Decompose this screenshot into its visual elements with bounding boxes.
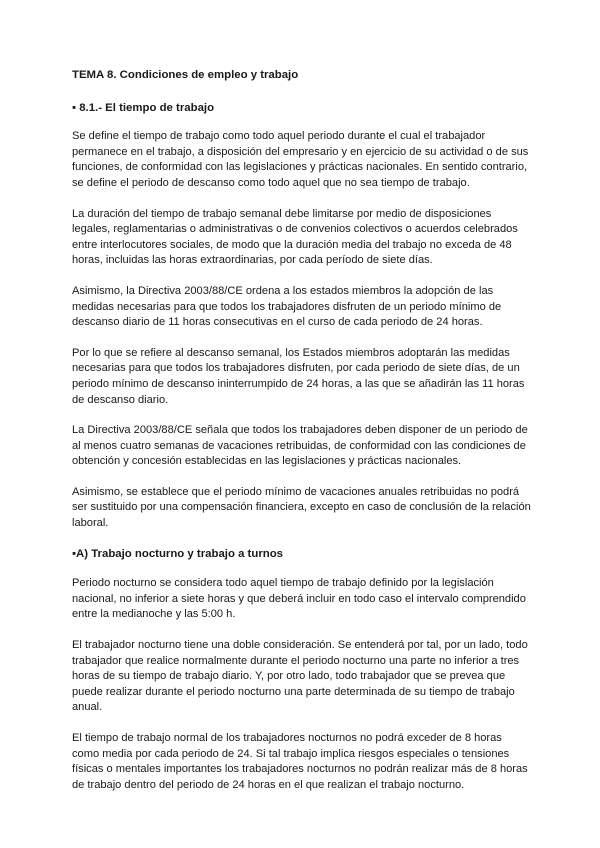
paragraph: Asimismo, la Directiva 2003/88/CE ordena a los estados miembros la adopción de las medidas necesarias para que todos los trabajadores disfruten de un periodo mínimo de descanso diario de 11 horas consecutivas en el curso de cada periodo de 24 horas. [72,284,502,329]
paragraph: El trabajador nocturno tiene una doble consideración. Se entenderá por tal, por un lado, todo trabajador que realice normalmente durante el periodo nocturno una parte no inferior a tres horas de su tiempo de trabajo diario. Y, por otro lado, todo trabajador que se prevea que puede realizar durante el periodo nocturno una parte determinada de su tiempo de trabajo anual. [72,639,528,714]
section-title: 8.1.- El tiempo de trabajo [79,101,215,114]
document-page [72,68,532,808]
paragraph: Asimismo, se establece que el periodo mínimo de vacaciones anuales retribuidas no podrá ser sustituido por una compensación financiera, excepto en caso de conclusión de la relación laboral. [72,485,531,530]
paragraph: Se define el tiempo de trabajo como todo aquel periodo durante el cual el trabajador permanece en el trabajo, a disposición del empresario y en ejercicio de su actividad o de sus funciones, de conformidad con las legislaciones y prácticas nacionales. En sentido contrario, se define el periodo de descanso como todo aquel que no sea tiempo de trabajo. [72,130,529,189]
subsection-heading [72,547,532,563]
paragraph: El tiempo de trabajo normal de los trabajadores nocturnos no podrá exceder de 8 horas como media por cada periodo de 24. Si tal trabajo implica riesgos especiales o tensiones físicas o mentales importantes los trabajadores nocturnos no podrán realizar más de 8 horas de trabajo dentro del periodo de 24 horas en el que realizan el trabajo nocturno. [72,732,528,791]
subsection-title: A) Trabajo nocturno y trabajo a turnos [76,547,283,560]
section-heading [72,101,532,117]
section-bullet-icon: ▪ [72,101,77,114]
paragraph: La Directiva 2003/88/CE señala que todos los trabajadores deben disponer de un periodo de al menos cuatro semanas de vacaciones retribuidas, de conformidad con las condiciones de obtención y concesión establecidas en las legislaciones y prácticas nacionales. [72,424,528,468]
paragraph: La duración del tiempo de trabajo semanal debe limitarse por medio de disposiciones legales, reglamentarias o administrativas o de convenios colectivos o acuerdos celebrados entre interlocutores sociales, de modo que la duración media del trabajo no exceda de 48 horas, incluidas las horas extraordinarias, por cada período de siete días. [72,207,518,267]
paragraph: Periodo nocturno se considera todo aquel tiempo de trabajo definido por la legislación nacional, no inferior a siete horas y que deberá incluir en todo caso el intervalo comprendido entre la medianoche y las 5:00 h. [72,577,526,621]
document-title: TEMA 8. Condiciones de empleo y trabajo [72,69,299,81]
subsection-bullet-icon: ▪ [72,547,77,560]
paragraph: Por lo que se refiere al descanso semanal, los Estados miembros adoptarán las medidas necesarias para que todos los trabajadores disfruten, por cada periodo de siete días, de un periodo mínimo de descanso ininterrumpido de 24 horas, a las que se añadirán las 11 horas de descanso diario. [72,346,525,406]
